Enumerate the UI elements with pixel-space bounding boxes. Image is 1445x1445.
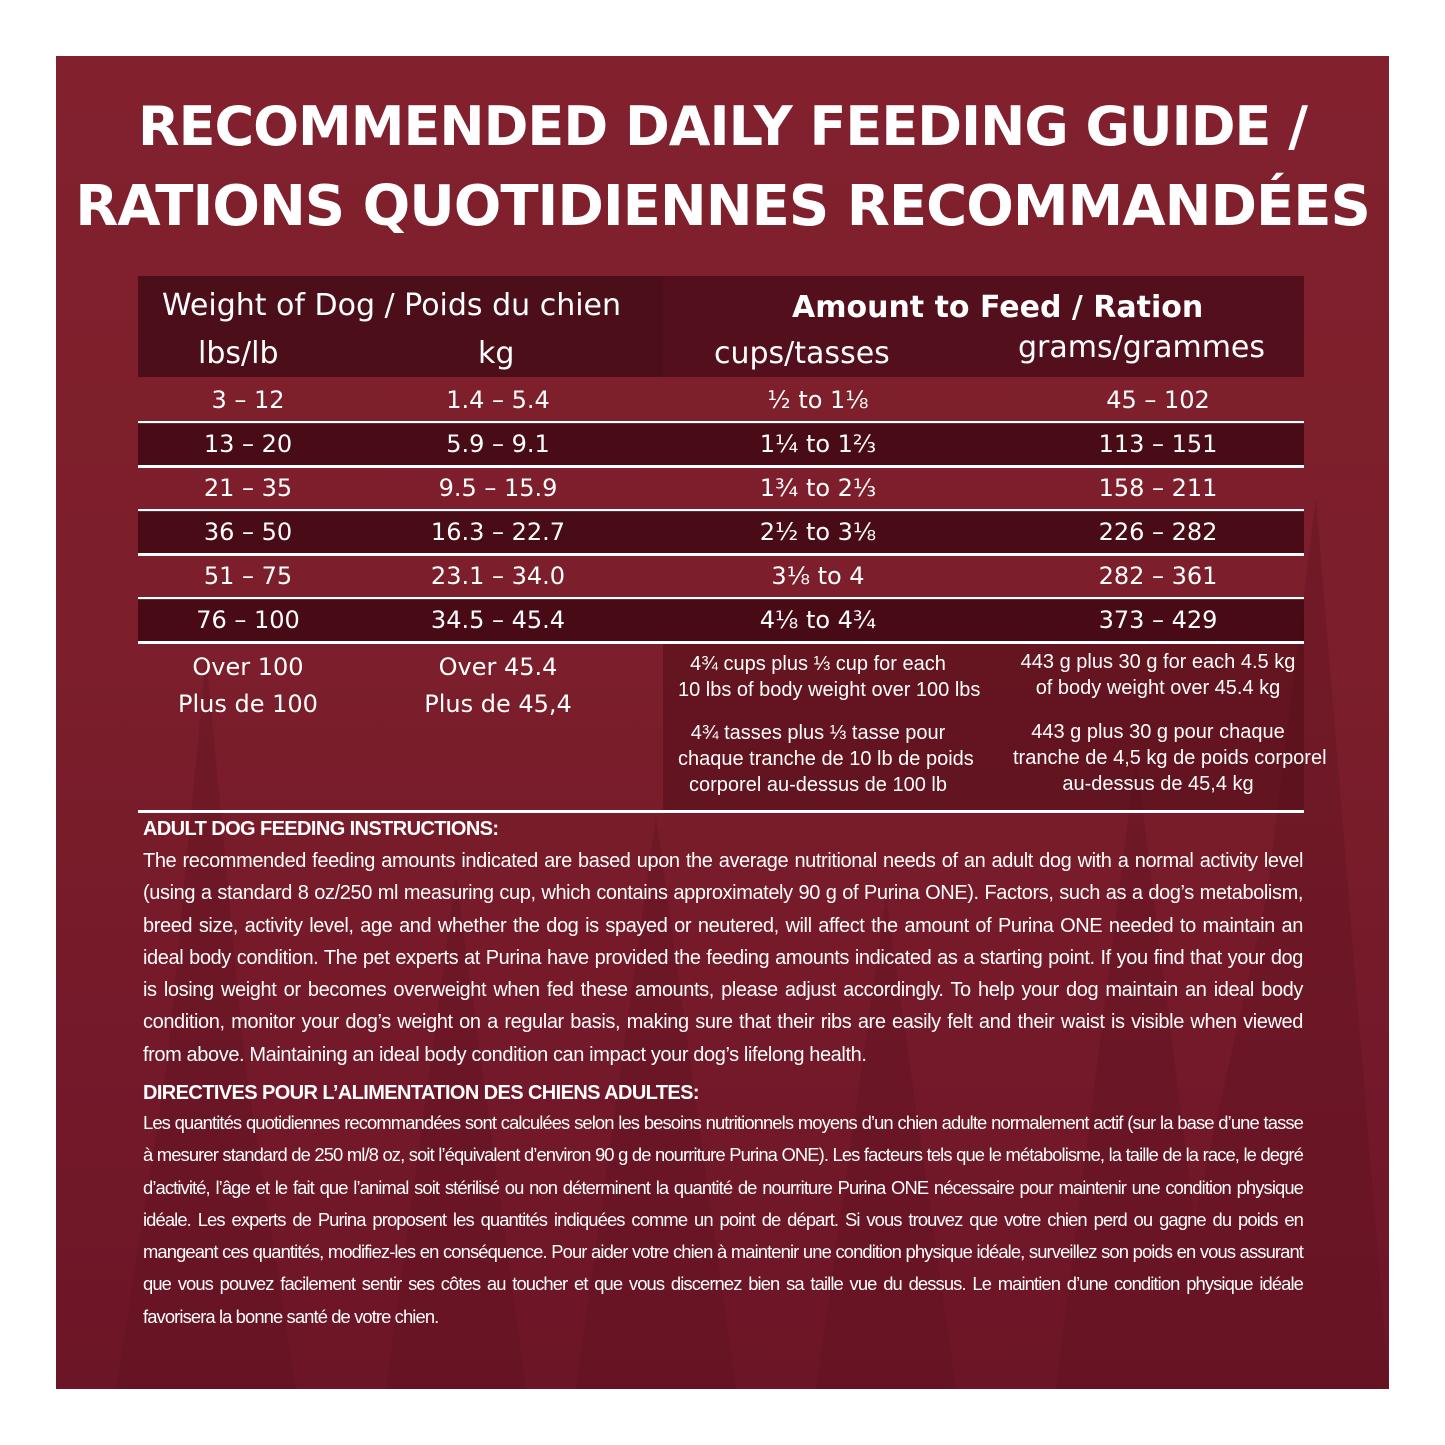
- row-cups: 2½ to 3⅛: [759, 518, 877, 546]
- row-kg: 5.9 – 9.1: [446, 430, 550, 458]
- row-lbs: 21 – 35: [203, 474, 293, 502]
- title-french: RATIONS QUOTIDIENNES RECOMMANDÉES: [75, 174, 1370, 239]
- row-grams: 282 – 361: [1098, 562, 1218, 590]
- grams-header: grams/grammes: [1018, 330, 1266, 365]
- table-row: [138, 379, 1304, 421]
- row-grams: 113 – 151: [1098, 430, 1218, 458]
- over-grams-fr-line1: 443 g plus 30 g pour chaque: [1031, 721, 1285, 743]
- row-cups: 4⅛ to 4¾: [759, 606, 877, 634]
- row-cups: 1¼ to 1⅔: [759, 430, 877, 458]
- table-row: [138, 511, 1304, 553]
- lbs-header: lbs/lb: [198, 336, 279, 371]
- over-cups-fr-line1: 4¾ tasses plus ⅓ tasse pour: [690, 722, 946, 744]
- weight-header: Weight of Dog / Poids du chien: [162, 288, 622, 323]
- over-kg-fr: Plus de 45,4: [424, 690, 572, 718]
- table-row: [138, 423, 1304, 465]
- over-cups-en-line2: 10 lbs of body weight over 100 lbs: [678, 679, 981, 701]
- row-grams: 226 – 282: [1098, 518, 1218, 546]
- title-english: RECOMMENDED DAILY FEEDING GUIDE /: [138, 95, 1307, 158]
- cups-header: cups/tasses: [714, 336, 890, 371]
- row-lbs: 3 – 12: [211, 386, 285, 414]
- french-instructions: [143, 1082, 1303, 1333]
- row-grams: 373 – 429: [1098, 606, 1218, 634]
- row-lbs: 13 – 20: [203, 430, 293, 458]
- english-instructions: [143, 818, 1303, 1071]
- over-lbs-fr: Plus de 100: [178, 690, 318, 718]
- kg-header: kg: [478, 336, 515, 371]
- over-cups-fr-line2: chaque tranche de 10 lb de poids: [678, 748, 974, 770]
- over-grams-en-line1: 443 g plus 30 g for each 4.5 kg: [1020, 651, 1296, 673]
- over-cups-en-line1: 4¾ cups plus ⅓ cup for each: [690, 653, 946, 675]
- row-lbs: 36 – 50: [203, 518, 293, 546]
- feeding-table: [138, 276, 1327, 810]
- over-grams-en: [1013, 649, 1303, 701]
- row-grams: 158 – 211: [1098, 474, 1218, 502]
- row-kg: 16.3 – 22.7: [430, 518, 566, 546]
- row-cups: 1¾ to 2⅓: [759, 474, 877, 502]
- table-row: [138, 555, 1304, 597]
- over-grams-fr-line3: au-dessus de 45,4 kg: [1062, 773, 1254, 795]
- row-kg: 23.1 – 34.0: [430, 562, 566, 590]
- french-instructions-heading: DIRECTIVES POUR L’ALIMENTATION DES CHIENS ADULTES:: [143, 1082, 699, 1104]
- over-cups-en: [678, 651, 981, 703]
- table-row: [138, 467, 1304, 509]
- row-cups: ½ to 1⅛: [767, 386, 869, 414]
- amount-header: Amount to Feed / Ration: [792, 290, 1204, 325]
- row-cups: 3⅛ to 4: [771, 562, 865, 590]
- over-grams-fr-line2: tranche de 4,5 kg de poids corporel: [1013, 747, 1327, 769]
- over-lbs-en: Over 100: [192, 653, 304, 681]
- table-header: [138, 276, 1304, 377]
- english-instructions-body: The recommended feeding amounts indicated are based upon the average nutritional needs of an adult dog with a normal activity level (using a standard 8 oz/250 ml measuring cup, which contains approximately 90 g of Purina ONE). Factors, such as a dog’s metabolism, breed size, activity level, age and whether the dog is spayed or neutered, will affect the amount of Purina ONE needed to maintain an ideal body condition. The pet experts at Purina have provided the feeding amounts indicated as a starting point. If you find that your dog is losing weight or becomes overweight when fed these amounts, please adjust accordingly. To help your dog maintain an ideal body condition, monitor your dog’s weight on a regular basis, making sure that their ribs are easily felt and their waist is visible when viewed from above. Maintaining an ideal body condition can impact your dog’s lifelong health.: [143, 850, 1303, 1066]
- table-bottom-divider: [138, 810, 1304, 813]
- row-lbs: 76 – 100: [196, 606, 300, 634]
- row-kg: 9.5 – 15.9: [438, 474, 558, 502]
- over-kg-en: Over 45.4: [438, 653, 558, 681]
- table-row: [138, 599, 1304, 641]
- over-cups-fr: [678, 720, 974, 798]
- over-grams-fr: [1013, 719, 1327, 797]
- french-instructions-body: Les quantités quotidiennes recommandées sont calculées selon les besoins nutritionnels moyens d’un chien adulte normalement actif (sur la base d’une tasse à mesurer standard de 250 ml/8 oz, soit l’équivalent d’environ 90 g de nourriture Purina ONE). Les facteurs tels que le métabolisme, la taille de la race, le degré d’activité, l’âge et le fait que l’animal soit stérilisé ou non déterminent la quantité de nourriture Purina ONE nécessaire pour maintenir une condition physique idéale. Les experts de Purina proposent les quantités indiquées comme un point de départ. Si vous trouvez que votre chien perd ou gagne du poids en mangeant ces quantités, modifiez-les en conséquence. Pour aider votre chien à maintenir une condition physique idéale, surveillez son poids en vous assurant que vous pouvez facilement sentir ses côtes au toucher et que vous discernez bien sa taille vue du dessus. Le maintien d’une condition physique idéale favorisera la bonne santé de votre chien.: [143, 1112, 1303, 1327]
- over-cups-fr-line3: corporel au-dessus de 100 lb: [689, 774, 947, 796]
- over-grams-en-line2: of body weight over 45.4 kg: [1035, 677, 1281, 699]
- row-lbs: 51 – 75: [203, 562, 293, 590]
- feeding-guide-panel: [56, 56, 1389, 1389]
- english-instructions-heading: ADULT DOG FEEDING INSTRUCTIONS:: [143, 818, 499, 840]
- row-kg: 1.4 – 5.4: [446, 386, 550, 414]
- row-grams: 45 – 102: [1106, 386, 1210, 414]
- row-kg: 34.5 – 45.4: [430, 606, 566, 634]
